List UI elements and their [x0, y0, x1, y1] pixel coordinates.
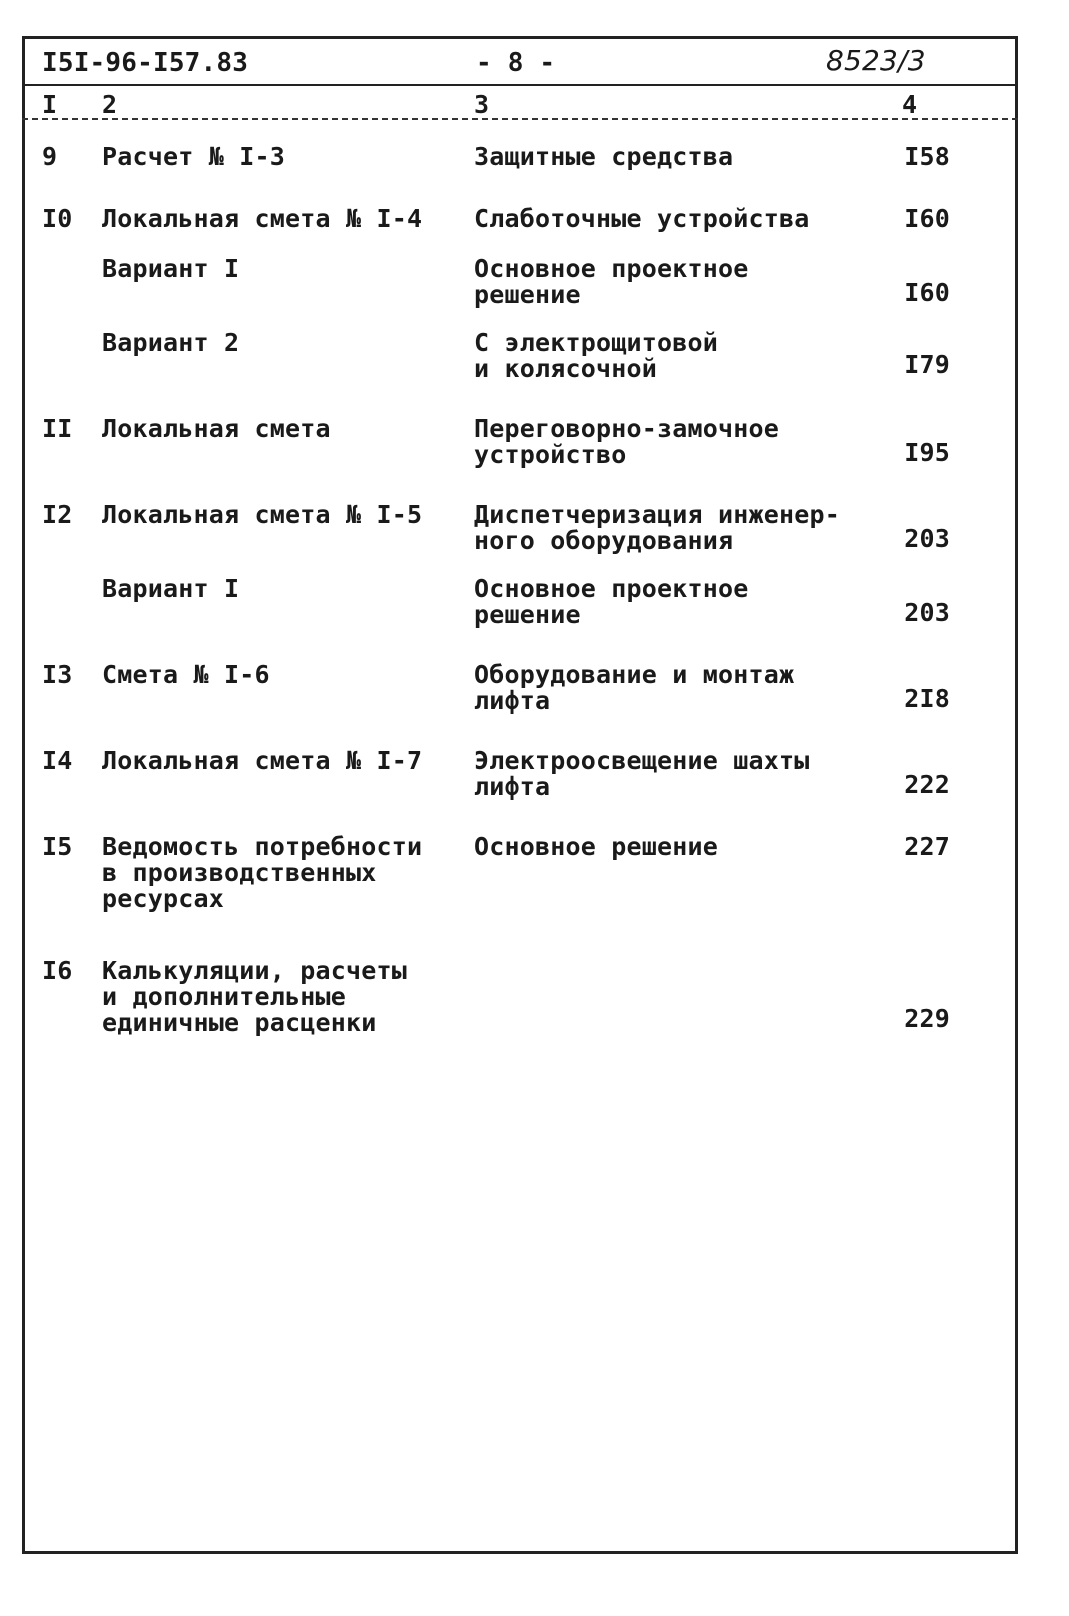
row-number: I4: [42, 746, 73, 775]
row-document: Локальная смета № I-4: [102, 204, 423, 233]
column-header-1: I: [42, 90, 58, 119]
row-page: 203: [904, 524, 950, 553]
row-description: Слаботочные устройства: [474, 204, 810, 233]
row-number: I0: [42, 204, 73, 233]
row-number: I6: [42, 956, 73, 985]
row-document: Локальная смета № I-7: [102, 746, 423, 775]
row-description: Переговорно-замочное устройство: [474, 414, 780, 469]
row-document: Локальная смета № I-5: [102, 500, 423, 529]
row-number: I2: [42, 500, 73, 529]
row-page: I60: [904, 278, 950, 307]
row-number: II: [42, 414, 73, 443]
row-page: 222: [904, 770, 950, 799]
row-page: 2I8: [904, 684, 950, 713]
row-page: 229: [904, 1004, 950, 1033]
row-number: 9: [42, 142, 58, 171]
doc-code: I5I-96-I57.83: [42, 48, 249, 78]
row-description: Основное решение: [474, 832, 719, 861]
row-page: I58: [904, 142, 950, 171]
row-description: Диспетчеризация инженер- ного оборудования: [474, 500, 841, 555]
row-document: Вариант I: [102, 254, 240, 283]
row-description: Защитные средства: [474, 142, 734, 171]
sheet-number: 8523/3: [826, 44, 926, 77]
column-header-2: 2: [102, 90, 118, 119]
header-rule: [22, 84, 1018, 86]
row-description: Основное проектное решение: [474, 574, 749, 629]
row-number: I5: [42, 832, 73, 861]
column-header-4: 4: [902, 90, 918, 119]
row-document: Локальная смета: [102, 414, 331, 443]
column-header-3: 3: [474, 90, 490, 119]
row-page: 227: [904, 832, 950, 861]
row-page: 203: [904, 598, 950, 627]
row-document: Вариант 2: [102, 328, 240, 357]
row-document: Вариант I: [102, 574, 240, 603]
column-header-rule: [22, 118, 1018, 120]
row-description: Оборудование и монтаж лифта: [474, 660, 795, 715]
row-page: I95: [904, 438, 950, 467]
row-description: Основное проектное решение: [474, 254, 749, 309]
row-description: Электроосвещение шахты лифта: [474, 746, 810, 801]
row-page: I60: [904, 204, 950, 233]
row-document: Смета № I-6: [102, 660, 270, 689]
row-number: I3: [42, 660, 73, 689]
row-page: I79: [904, 350, 950, 379]
row-document: Ведомость потребности в производственных ресурсах: [102, 832, 423, 913]
page-number: - 8 -: [476, 48, 556, 78]
row-document: Расчет № I-3: [102, 142, 286, 171]
row-description: С электрощитовой и колясочной: [474, 328, 719, 383]
row-document: Калькуляции, расчеты и дополнительные единичные расценки: [102, 956, 408, 1037]
